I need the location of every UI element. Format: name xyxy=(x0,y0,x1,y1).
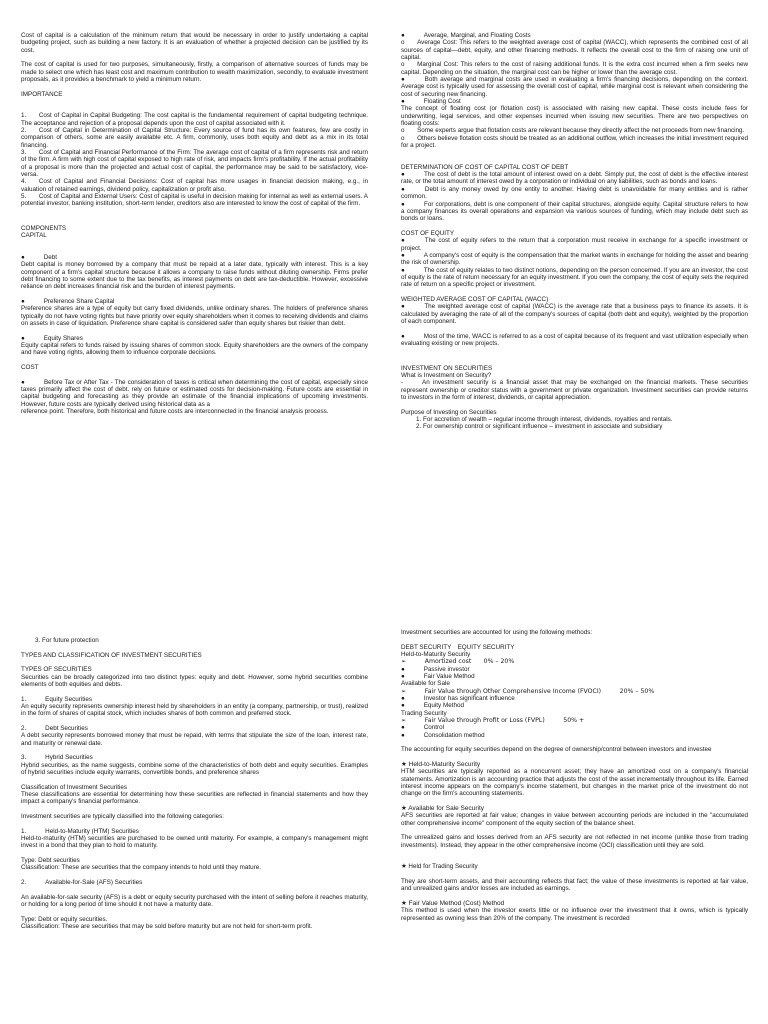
list-item: 3. For future protection xyxy=(35,637,99,644)
list-item: o Marginal Cost: This refers to the cost of raising additional funds. It is the extra cost incurred when a firm seeks new capital. Depending on the situation, the marginal cost can be higher or lower than the average cost. xyxy=(401,61,748,76)
column-bottom-right xyxy=(401,629,748,922)
list-item: ● The cost of debt is the total amount of interest owed on a debt. Simply put, the cost of debt is the effective interest rate, or the total amount of interest owed by a corporation or individual on any liabilities, such as bonds and loans. xyxy=(401,171,748,186)
list-item: 1. For accretion of wealth – regular income through interest, dividends, royalties and rentals. xyxy=(423,416,748,423)
method-label: ➢ Fair Value through Other Comprehensive Income (FVOCI) xyxy=(401,687,602,695)
list-item: ● Floating Cost xyxy=(401,98,461,106)
section-heading: COST OF EQUITY xyxy=(401,229,455,237)
paragraph: Classification: These are securities that the company intends to hold until they mature. xyxy=(21,864,261,872)
subheading: 2. Available-for-Sale (AFS) Securities xyxy=(21,878,143,886)
section-heading: DEBT SECURITY EQUITY SECURITY xyxy=(401,643,515,651)
list-item: ● Consolidation method xyxy=(401,731,485,739)
section-heading: WEIGHTED AVERAGE COST OF CAPITAL (WACC) xyxy=(401,295,549,303)
paragraph: Hybrid securities, as the name suggests, combine some of the characteristics of both debt and equity securities. Examples of hybrid securities include equity warrants, convertible bonds, and preference shares xyxy=(21,761,368,776)
paragraph: The cost of capital is used for two purposes, simultaneously, firstly, a comparison of alternative sources of funds may be made to select one which has least cost and maximum contribution to wealth maximization, secondly, to evaluate investment proposals, as it provides a benchmark to yield a minimum return. xyxy=(21,61,368,84)
section-heading: CAPITAL xyxy=(21,232,47,240)
section-heading: COST xyxy=(21,364,39,372)
section-heading: TYPES AND CLASSIFICATION OF INVESTMENT SECURITIES xyxy=(21,651,202,659)
column-top-right xyxy=(401,32,748,431)
subheading-preference: ● Preference Share Capital xyxy=(21,298,115,306)
method-item xyxy=(401,717,748,724)
paragraph: Classification: These are securities that may be sold before maturity but are not held for short-term profit. xyxy=(21,922,313,930)
column-bottom-left xyxy=(21,637,368,937)
list-item: ● Investor has significant influence xyxy=(401,695,515,703)
subheading: 2. Debt Securities xyxy=(21,724,88,732)
subheading: Available for Sale xyxy=(401,680,450,688)
list-item: ● Average, Marginal, and Floating Costs xyxy=(401,32,531,39)
subheading: 1. Held-to-Maturity (HTM) Securities xyxy=(21,827,139,835)
method-item xyxy=(401,688,748,695)
list-item: ● The weighted average cost of capital (WACC) is the average rate that a business pays to finance its assets. It is calculated by averaging the rate of all of the company's sources of capital (both debt and equity), weighted by the proportion of each component. xyxy=(401,303,748,325)
subheading: Classification of Investment Securities xyxy=(21,783,128,791)
list-item: ● Equity Method xyxy=(401,702,464,710)
list-item: 3. Cost of Capital and Financial Performance of the Firm: The average cost of capital of a firm represents risk and return of the firm. A firm with high cost of capital exposed to high rate of risk, and impacts firm's profitability. If the actual profitability of a proposal is more than the projected and actual cost of capital, the performance may be said to be satisfactory, vice-versa. xyxy=(21,149,368,179)
column-top-left xyxy=(21,32,368,423)
paragraph: This method is used when the investor exerts little or no influence over the investment that it owns, which is typically represented as owning less than 20% of the company. The investment is recorded xyxy=(401,907,748,922)
list-item: ● Debt is any money owed by one entity to another. Having debt is unavoidable for many entities and is rather common. xyxy=(401,185,748,201)
list-item: ● For corporations, debt is one component of their capital structures, alongside equity. Capital structure refers to how a company finances its overall operations and expansion via various sources of funding, which may include debt such as bonds or loans. xyxy=(401,200,748,223)
subheading: Purpose of Investing on Securities xyxy=(401,408,497,416)
subheading: 1. Equity Securities xyxy=(21,695,93,703)
paragraph: - An investment security is a financial asset that may be exchanged on the financial markets. These securities represent ownership or creditor status with a government or private organization. Investment securities can provide returns to investors in the form of interest, dividends, or capital appreciation. xyxy=(401,379,748,401)
paragraph: Type: Debt or equity securities. xyxy=(21,915,108,923)
subheading: Trading Security xyxy=(401,709,447,717)
method-label: ➢ Fair Value through Profit or Loss (FVPL) xyxy=(401,717,545,725)
paragraph: reference point. Therefore, both historical and future costs are interconnected in the financial analysis process. xyxy=(21,408,329,416)
subheading: ★ Held-to-Maturity Security xyxy=(401,761,481,769)
paragraph: Investment securities are accounted for using the following methods: xyxy=(401,629,593,636)
paragraph: ● Before Tax or After Tax - The consideration of taxes is critical when determining the cost of capital, especially since taxes primarily affect the cost of debt. rely on future or estimated costs for decision-making. Future costs are essential in capital budgeting and forecasting as they provide an estimate of the financial implications of upcoming investments. However, future costs are typically derived using historical data as a xyxy=(21,378,368,408)
paragraph: Held-to-maturity (HTM) securities are purchased to be owned until maturity. For example, a company's management might invest in a bond that they plan to hold to maturity. xyxy=(21,834,368,850)
section-heading: DETERMINATION OF COST OF CAPITAL COST OF DEBT xyxy=(401,163,569,171)
list-item: 2. Cost of Capital in Determination of Capital Structure: Every source of fund has its own features, few are costly in comparison of others, some are easily available etc. A firm, commonly, uses both equity and debt as a mix in its total financing. xyxy=(21,126,368,149)
paragraph: The unrealized gains and losses derived from an AFS security are not reflected in net income (unlike those from trading investments). Instead, they appear in the other comprehensive income (OCI) classification until they are sold. xyxy=(401,834,748,849)
list-item: o Some experts argue that flotation costs are relevant because they directly affect the net proceeds from new financing. xyxy=(401,127,745,135)
section-heading: COMPONENTS xyxy=(21,225,67,233)
subheading: Held-to-Maturity Security xyxy=(401,650,471,658)
paragraph: AFS securities are reported at fair value; changes in value between accounting periods are included in the "accumulated other comprehensive income" component of the equity section of the balance sheet. xyxy=(401,812,748,827)
list-item: 1. Cost of Capital in Capital Budgeting: The cost capital is the fundamental requirement of capital budgeting technique. The acceptance and rejection of a proposal depends upon the cost of capital associated with it. xyxy=(21,112,368,127)
percentage-range: 20% – 50% xyxy=(619,687,655,695)
method-item: ➢ Amortized cost 0% – 20% xyxy=(401,658,515,666)
list-item: ● Control xyxy=(401,724,444,732)
list-item: ● A company's cost of equity is the compensation that the market wants in exchange for holding the asset and bearing the risk of ownership. xyxy=(401,251,748,267)
subheading: 3. Hybrid Securities xyxy=(21,754,93,762)
paragraph: Preference shares are a type of equity but carry fixed dividends, unlike ordinary shares. The holders of preference shares typically do not have voting rights but have priority over equity shareholders when it comes to receiving dividends and claims on assets in case of liquidation. Preference share capital is considered safer than equity shares but riskier than debt. xyxy=(21,305,368,328)
purpose-list xyxy=(401,416,748,431)
list-item: 2. For ownership control or significant influence – investment in associate and subsidiary xyxy=(423,423,748,430)
paragraph: A debt security represents borrowed money that must be repaid, with terms that stipulate the size of the loan, interest rate, and maturity or renewal date. xyxy=(21,732,368,747)
paragraph: Equity capital refers to funds raised by issuing shares of common stock. Equity shareholders are the owners of the company and have voting rights, allowing them to influence corporate decisions. xyxy=(21,342,368,357)
list-item: ● Most of the time, WACC is referred to as a cost of capital because of its frequent and vast utilization especially when evaluating existing or new projects. xyxy=(401,332,748,347)
subheading-debt: ● Debt xyxy=(21,254,57,262)
paragraph: Cost of capital is a calculation of the minimum return that would be necessary in order to justify undertaking a capital budgeting project, such as building a new factory. It is an evaluation of whether a projected decision can be justified by its cost. xyxy=(21,32,368,54)
list-item: 4. Cost of Capital and Financial Decisions: Cost of capital has more usages in financial decision making, e.g., in valuation of retained earnings, dividend policy, capitalization or profit also. xyxy=(21,178,368,193)
subheading: TYPES OF SECURITIES xyxy=(21,666,92,674)
section-heading: INVESTMENT ON SECURITIES xyxy=(401,364,493,372)
list-item: ● Fair Value Method xyxy=(401,673,475,681)
list-item: ● The cost of equity relates to two distinct notions, depending on the person concerned. If you are an investor, the cost of equity is the rate of return necessary for an equity investment. If you own the company, the cost of equity sets the required rate of return on a specific project or investment. xyxy=(401,266,748,289)
paragraph: Type: Debt securities xyxy=(21,856,80,864)
subheading: ★ Held for Trading Security xyxy=(401,863,478,871)
paragraph: HTM securities are typically reported as a noncurrent asset; they have an amortized cost on a company's financial statements. Amortization is an accounting practice that adjusts the cost of the asset incrementally throughout its life. Earned interest income appears on the company's income statement, but changes in the market price of the investment do not change on the firm's accounting statements. xyxy=(401,768,748,798)
paragraph: The accounting for equity securities depend on the degree of ownership/control between investors and investee xyxy=(401,746,712,754)
list-item: o Average Cost: This refers to the weighted average cost of capital (WACC), which represents the combined cost of all sources of capital—debt, equity, and other financing methods. It reflects the overall cost to the firm of raising one unit of capital. xyxy=(401,39,748,62)
paragraph: Debt capital is money borrowed by a company that must be repaid at a later date, typically with interest. This is a key component of a firm's capital structure because it allows a company to raise funds without diluting ownership. Firms prefer debt financing to some extent due to the tax benefits, as interest payments on debt are tax-deductible. However, excessive reliance on debt increases financial risk and the burden of interest payments. xyxy=(21,261,368,291)
paragraph: An available-for-sale security (AFS) is a debt or equity security purchased with the intent of selling before it reaches maturity, or holding for a long period of time should it not have a maturity date. xyxy=(21,893,368,908)
subheading: ★ Fair Value Method (Cost) Method xyxy=(401,900,505,907)
list-item: o Others believe flotation costs should be treated as an additional outflow, which increases the initial investment required for a project. xyxy=(401,134,748,150)
paragraph: They are short-term assets, and their accounting reflects that fact; the value of these investments is reported at fair value, and unrealized gains and/or losses are included as earnings. xyxy=(401,878,748,893)
percentage-range: 50% + xyxy=(563,717,585,725)
list-item: ● Passive investor xyxy=(401,665,470,673)
section-heading: IMPORTANCE xyxy=(21,90,63,98)
paragraph: The concept of floating cost (or flotation cost) is associated with raising new capital. These costs include fees for underwriting, legal services, and other expenses incurred when issuing new securities. There are two perspectives on floating costs: xyxy=(401,105,748,128)
paragraph: Securities can be broadly categorized into two distinct types: equity and debt. However, some hybrid securities combine elements of both equities and debts. xyxy=(21,673,368,688)
list-item: 5. Cost of Capital and External Users: Cost of capital is useful in decision making for internal as well as external users. A potential investor, banking institution, short-term lender, creditors also are interested to know the cost of capital of the firm. xyxy=(21,193,368,208)
subheading-equity: ● Equity Shares xyxy=(21,334,83,342)
list-item: ● Both average and marginal costs are used in evaluating a firm's financing decisions, depending on the context. Average cost is typically used for assessing the overall cost of capital, while marginal cost is relevant when considering the cost of securing new financing. xyxy=(401,76,748,98)
paragraph: These classifications are essential for determining how these securities are reflected in financial statements and how they impact a company's financial performance. xyxy=(21,790,368,806)
subheading: ★ Available for Sale Security xyxy=(401,805,485,813)
subheading: What is Investment on Security? xyxy=(401,371,492,379)
paragraph: Investment securities are typically classified into the following categories: xyxy=(21,812,224,820)
list-item: ● The cost of equity refers to the return that a corporation must receive in exchange for a specific investment or project. xyxy=(401,237,748,252)
paragraph: An equity security represents ownership interest held by shareholders in an entity (a company, partnership, or trust), realized in the form of shares of capital stock, which includes shares of both common and preferred stock. xyxy=(21,702,368,718)
